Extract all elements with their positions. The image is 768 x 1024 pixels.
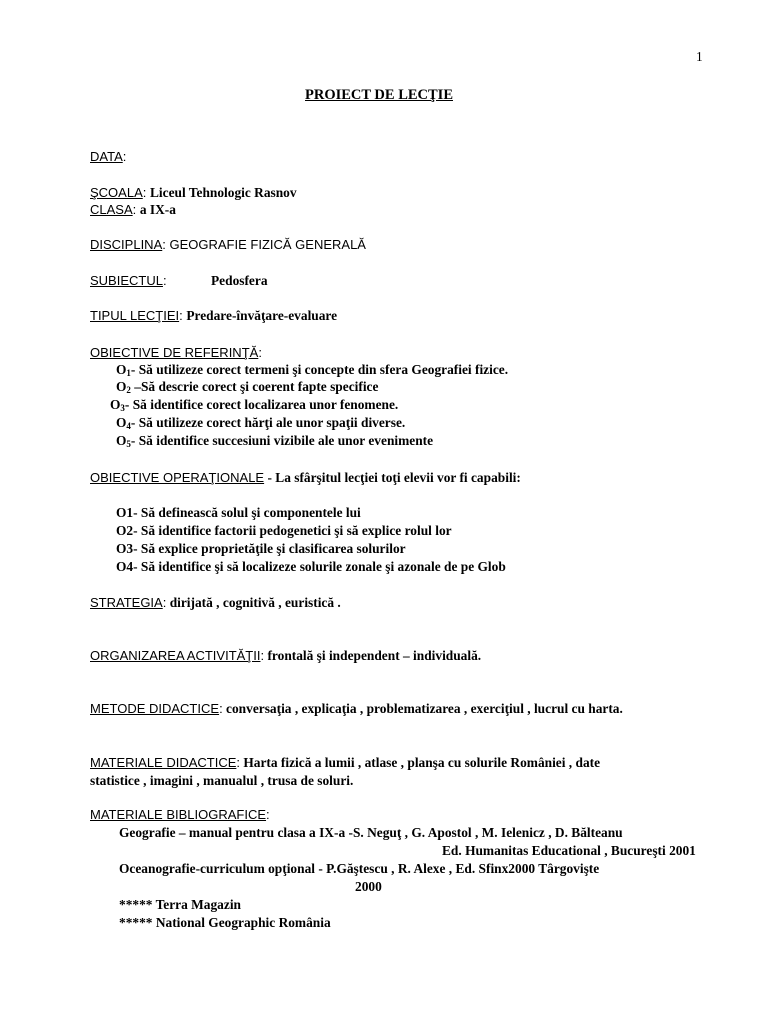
metode-label: METODE DIDACTICE (90, 701, 220, 716)
metode-value: conversaţia , explicaţia , problematizarea , exerciţiul , lucrul cu harta. (222, 701, 623, 716)
tipul-lectiei-label: TIPUL LECŢIEI (90, 308, 180, 323)
obiective-operationale-intro: - La sfârşitul lecţiei toţi elevii vor fi capabili: (264, 470, 521, 485)
obiectiv-operational-item: O1- Să definească solul şi componentele lui (116, 505, 361, 520)
bibliografie-item: Ed. Humanitas Educational , Bucureşti 2001 (442, 843, 696, 858)
scoala-value: Liceul Tehnologic Rasnov (149, 185, 297, 200)
disciplina-label: DISCIPLINA (90, 237, 163, 252)
organizarea-value: frontală şi independent – individuală. (264, 648, 482, 663)
organizarea-label: ORGANIZAREA ACTIVITĂŢII (90, 648, 261, 663)
clasa-value: a IX-a (139, 202, 176, 217)
metode-row: METODE DIDACTICE: conversaţia , explicaţia , problematizarea , exerciţiul , lucrul cu harta. (90, 701, 623, 716)
subiectul-row: SUBIECTUL: (90, 273, 167, 288)
materiale-didactice-row: MATERIALE DIDACTICE: Harta fizică a lumii , atlase , planşa cu solurile României , date (90, 755, 601, 770)
disciplina-value: GEOGRAFIE FIZICĂ GENERALĂ (169, 237, 366, 252)
strategia-row: STRATEGIA: dirijată , cognitivă , euristică . (90, 595, 341, 610)
obiectiv-referinta-item: $O_4-$ Să utilizeze corect hărţi ale unor spaţii diverse. (116, 415, 406, 431)
obiective-referinta-heading-row: OBIECTIVE DE REFERINŢĂ: (90, 345, 262, 360)
clasa-row: CLASA: a IX-a (90, 202, 176, 217)
bibliografie-item: Oceanografie-curriculum opţional - P.Găştescu , R. Alexe , Ed. Sfinx2000 Târgovişte (119, 861, 600, 876)
page-number: 1 (696, 49, 703, 64)
clasa-label: CLASA (90, 202, 133, 217)
data-label: DATA (90, 149, 123, 164)
obiectiv-referinta-item: $O_1-$ Să utilizeze corect termeni şi concepte din sfera Geografiei fizice. (116, 362, 509, 378)
obiectiv-operational-item: O4- Să identifice şi să localizeze solurile zonale şi azonale de pe Glob (116, 559, 506, 574)
obiectiv-referinta-item: $O_2$ –Să descrie corect şi coerent fapte specifice (116, 379, 379, 395)
bibliografie-item: 2000 (355, 879, 382, 894)
subiectul-label: SUBIECTUL (90, 273, 163, 288)
obiectiv-operational-item: O2- Să identifice factorii pedogenetici şi să explice rolul lor (116, 523, 452, 538)
scoala-label: ŞCOALA (90, 185, 143, 200)
organizarea-row: ORGANIZAREA ACTIVITĂŢII: frontală şi independent – individuală. (90, 648, 482, 663)
bibliografie-item: ***** Terra Magazin (119, 897, 241, 912)
strategia-label: STRATEGIA (90, 595, 163, 610)
bibliografie-item: ***** National Geographic România (119, 915, 331, 930)
bibliografie-heading-row: MATERIALE BIBLIOGRAFICE: (90, 807, 270, 822)
obiectiv-referinta-item: $O_3-$ Să identifice corect localizarea unor fenomene. (110, 397, 399, 413)
document-title: PROIECT DE LECŢIE (305, 87, 453, 103)
tipul-lectiei-value: Predare-învăţare-evaluare (186, 308, 338, 323)
materiale-didactice-label: MATERIALE DIDACTICE (90, 755, 237, 770)
disciplina-row: DISCIPLINA: GEOGRAFIE FIZICĂ GENERALĂ (90, 237, 366, 252)
obiective-operationale-heading: OBIECTIVE OPERAŢIONALE (90, 470, 265, 485)
bibliografie-heading: MATERIALE BIBLIOGRAFICE (90, 807, 267, 822)
subiectul-value: Pedosfera (211, 273, 268, 288)
materiale-didactice-line2: statistice , imagini , manualul , trusa de soluri. (90, 773, 354, 788)
obiective-referinta-heading: OBIECTIVE DE REFERINŢĂ (90, 345, 259, 360)
bibliografie-item: Geografie – manual pentru clasa a IX-a -S. Neguţ , G. Apostol , M. Ielenicz , D. Bălteanu (119, 825, 623, 840)
data-row: DATA: (90, 149, 127, 164)
scoala-row: ŞCOALA: Liceul Tehnologic Rasnov (90, 185, 297, 200)
strategia-value: dirijată , cognitivă , euristică . (166, 595, 341, 610)
obiectiv-operational-item: O3- Să explice proprietăţile şi clasificarea solurilor (116, 541, 406, 556)
tipul-lectiei-row: TIPUL LECŢIEI: Predare-învăţare-evaluare (90, 308, 338, 323)
obiective-operationale-row (90, 469, 521, 486)
obiectiv-referinta-item: $O_5-$ Să identifice succesiuni vizibile ale unor evenimente (116, 433, 434, 449)
materiale-didactice-line1: Harta fizică a lumii , atlase , planşa cu solurile României , date (240, 755, 601, 770)
